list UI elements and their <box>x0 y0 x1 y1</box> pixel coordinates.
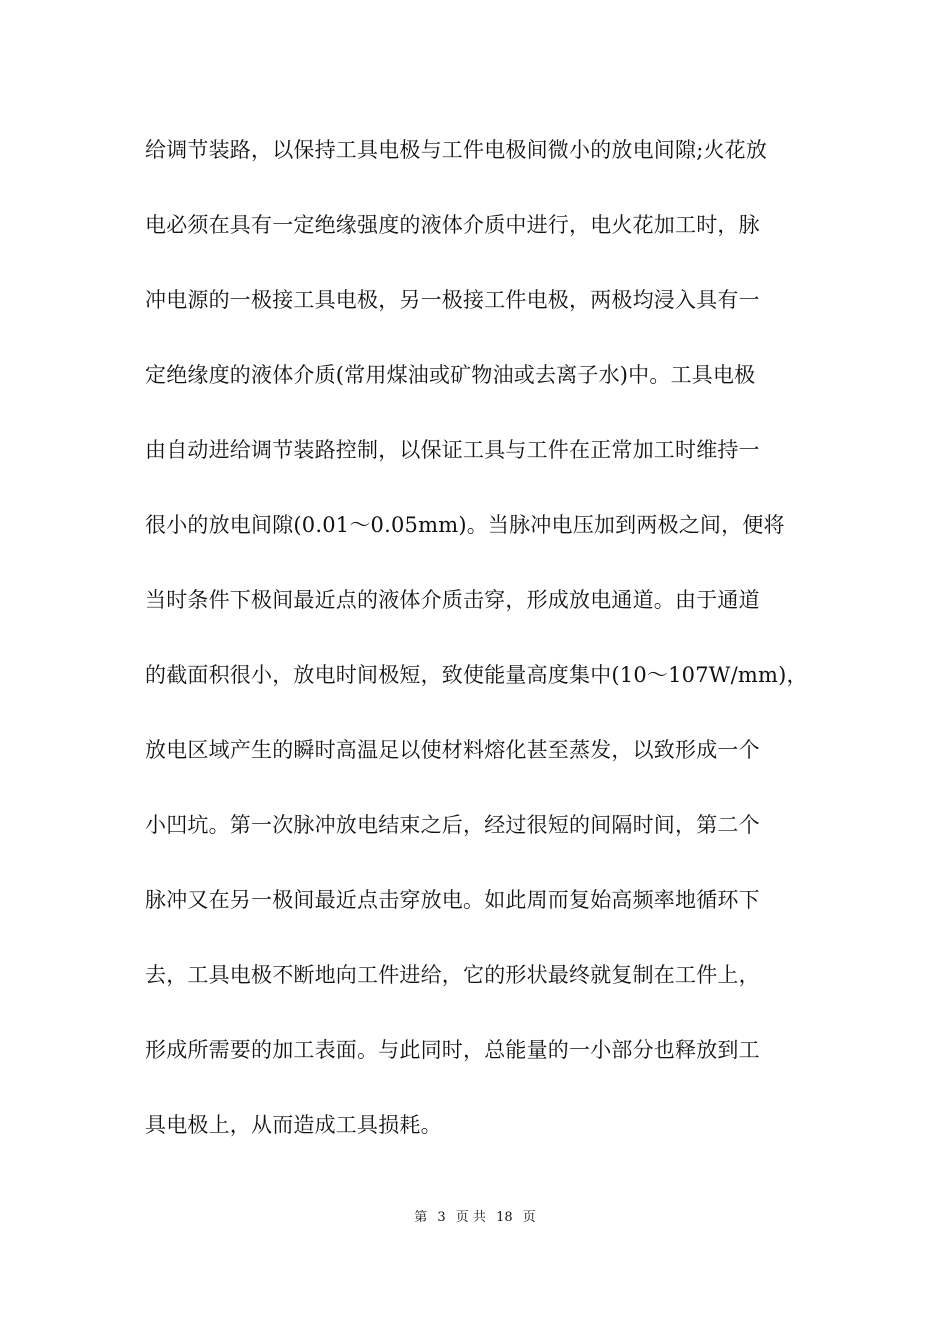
text-line-8: 的截面积很小，放电时间极短，致使能量高度集中(10～107W/mm)， <box>145 663 808 687</box>
text-line-2: 电必须在具有一定绝缘强度的液体介质中进行，电火花加工时，脉 <box>145 213 760 237</box>
text-line-12: 去，工具电极不断地向工件进给，它的形状最终就复制在工件上， <box>145 963 760 987</box>
text-line-10: 小凹坑。第一次脉冲放电结束之后，经过很短的间隔时间，第二个 <box>145 813 760 837</box>
current-page-number: 3 <box>437 1210 446 1225</box>
text-line-1: 给调节装路，以保持工具电极与工件电极间微小的放电间隙;火花放 <box>145 138 768 162</box>
text-line-11: 脉冲又在另一极间最近点击穿放电。如此周而复始高频率地循环下 <box>145 888 760 912</box>
text-line-7: 当时条件下极间最近点的液体介质击穿，形成放电通道。由于通道 <box>145 588 760 612</box>
page-label-prefix: 第 <box>414 1210 428 1225</box>
text-line-9: 放电区域产生的瞬时高温足以使材料熔化甚至蒸发，以致形成一个 <box>145 738 760 762</box>
text-line-14: 具电极上，从而造成工具损耗。 <box>145 1113 442 1137</box>
page-footer <box>0 1208 950 1228</box>
total-pages-number: 18 <box>496 1210 513 1225</box>
text-line-3: 冲电源的一极接工具电极，另一极接工件电极，两极均浸入具有一 <box>145 288 760 312</box>
text-line-6: 很小的放电间隙(0.01～0.05mm)。当脉冲电压加到两极之间，便将 <box>145 513 785 537</box>
text-line-4: 定绝缘度的液体介质(常用煤油或矿物油或去离子水)中。工具电极 <box>145 363 756 387</box>
page-label-mid: 页 共 <box>455 1210 486 1225</box>
page-label-suffix: 页 <box>522 1210 536 1225</box>
text-line-5: 由自动进给调节装路控制，以保证工具与工件在正常加工时维持一 <box>145 438 760 462</box>
text-line-13: 形成所需要的加工表面。与此同时，总能量的一小部分也释放到工 <box>145 1038 760 1062</box>
